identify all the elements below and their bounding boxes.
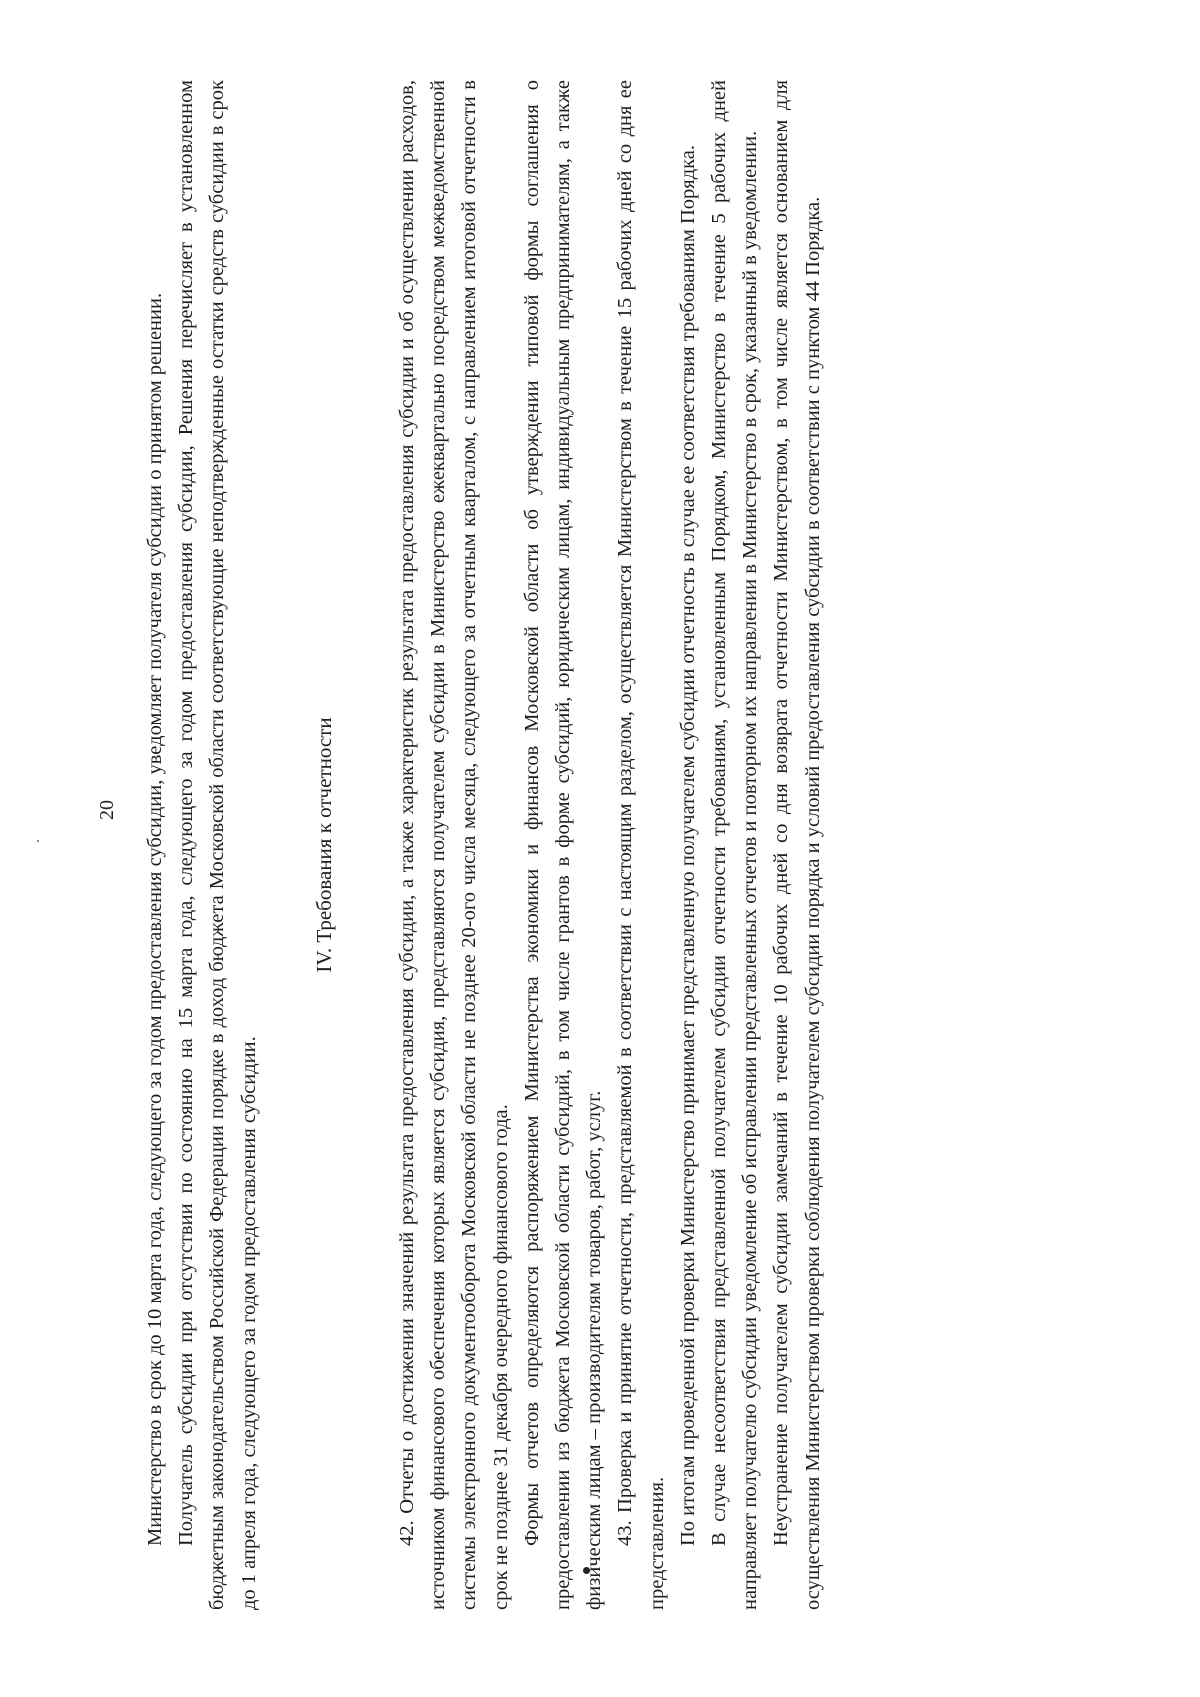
paragraph-42: 42. Отчеты о достижении значений результата предоставления субсидии, а также характеристик результата предоставления субсидии и об осуществлении расходов, источником финансового обеспечения которых является субсидия, представляются получателем субсидии в Министерство ежеквартально посредством межведомственной системы электронного документооборота Московской области не позднее 20-ого числа месяца, следующего за отчетным кварталом, с направлением итоговой отчетности в срок не позднее 31 декабря очередного финансового года. xyxy=(396,80,512,1610)
section-title: IV. Требования к отчетности xyxy=(311,717,336,973)
page-number: 20 xyxy=(96,800,118,820)
rotated-text-block xyxy=(140,80,1040,1610)
paragraph-acceptance: По итогам проведенной проверки Министерство принимает представленную получателем субсидии отчетность в случае ее соответствия требованиям Порядка. xyxy=(676,145,699,1546)
scan-speck xyxy=(37,840,39,842)
paragraph-failure-to-fix: Неустранение получателем субсидии замечаний в течение 10 рабочих дней со дня возврата отчетности Министерством, в том числе является основанием для осуществления Министерством проверки соблюдения получателем субсидии порядка и условий предоставления субсидии в соответствии с пунктом 44 Порядка. xyxy=(770,80,824,1610)
paragraph-report-forms: Формы отчетов определяются распоряжением Министерства экономики и финансов Московской области об утверждении типовой формы соглашения о предоставлении из бюджета Московской области субсидий, в том числе грантов в форме субсидий, юридическим лицам, индивидуальным предпринимателям, а также физическим лицам – производителям товаров, работ, услуг. xyxy=(520,80,606,1610)
paragraph-refund: Получатель субсидии при отсутствии по состоянию на 15 марта года, следующего за годом предоставления субсидии, Решения перечисляет в установленном бюджетным законодательством Российской Федерации порядке в доход бюджета Московской области соответствующие неподтвержденные остатки средств субсидии в срок до 1 апреля года, следующего за годом предоставления субсидии. xyxy=(175,80,260,1610)
paragraph-43: 43. Проверка и принятие отчетности, представляемой в соответствии с настоящим разделом, осуществляется Министерством в течение 15 рабочих дней со дня ее представления. xyxy=(614,80,668,1610)
paragraph-notification: Министерство в срок до 10 марта года, следующего за годом предоставления субсидии, уведомляет получателя субсидии о принятом решении. xyxy=(144,292,166,1546)
paragraph-nonconformity: В случае несоответствия представленной получателем субсидии отчетности требованиям, установленным Порядком, Министерство в течение 5 рабочих дней направляет получателю субсидии уведомление об исправлении представленных отчетов и повторном их направлении в Министерство в срок, указанный в уведомлении. xyxy=(708,80,762,1610)
